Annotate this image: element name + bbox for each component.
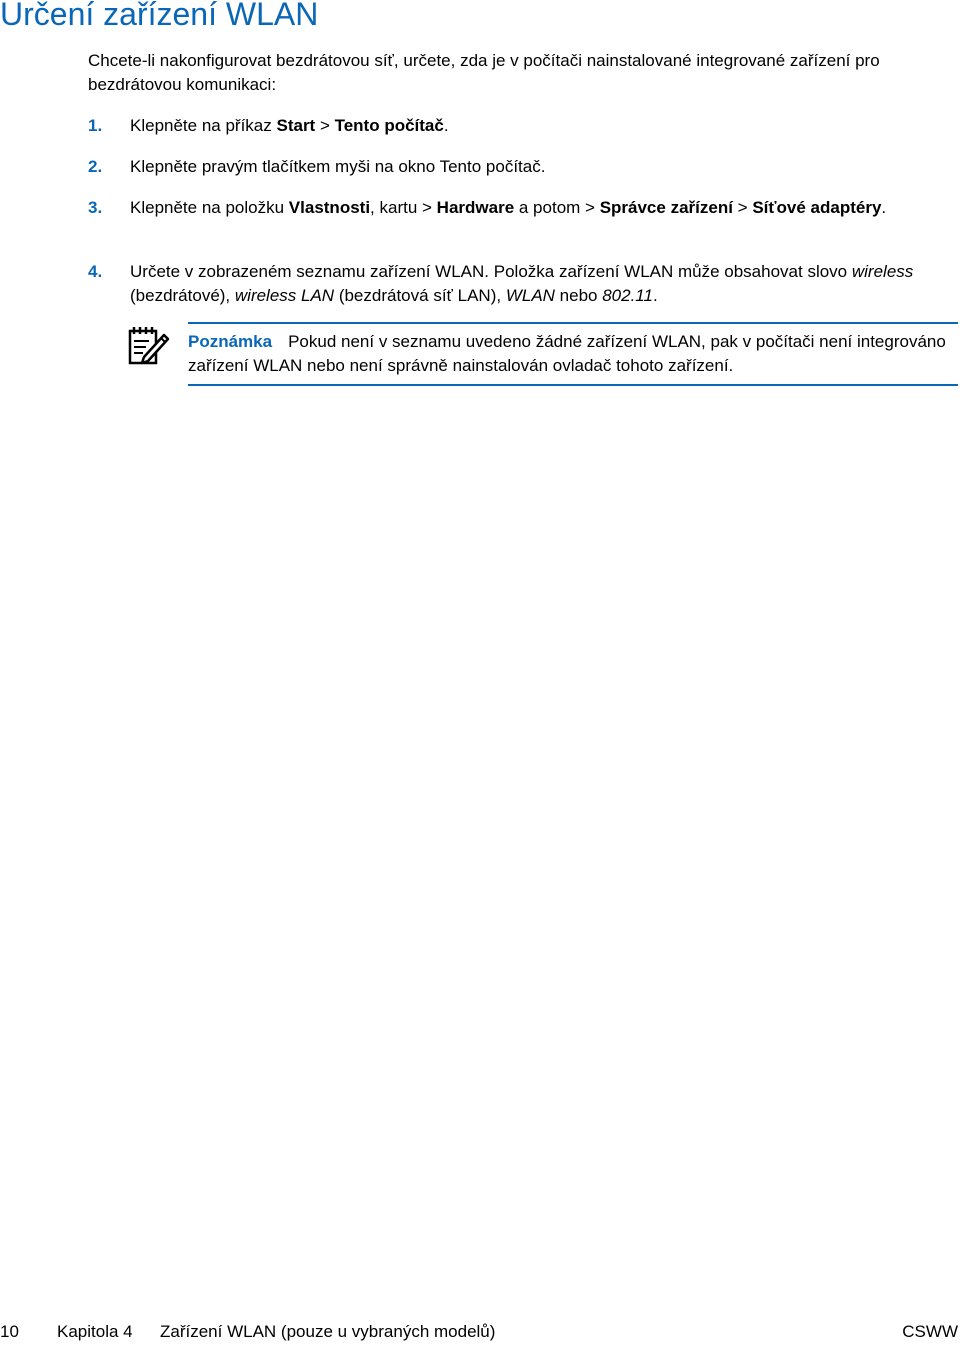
step-3 [88, 196, 958, 220]
document-code: CSWW [902, 1322, 958, 1341]
step-2 [88, 155, 958, 179]
note-label: Poznámka [188, 332, 273, 351]
step-text: Klepněte na položku Vlastnosti, kartu > Hardware a potom > Správce zařízení > Síťové adaptéry. [130, 198, 887, 217]
step-number: 2. [88, 157, 103, 176]
step-number: 1. [88, 116, 103, 135]
chapter-label: Kapitola 4 [57, 1322, 133, 1341]
page-title: Určení zařízení WLAN [0, 0, 319, 32]
step-4 [88, 260, 958, 308]
step-text: Klepněte pravým tlačítkem myši na okno Tento počítač. [130, 157, 546, 176]
step-text: Klepněte na příkaz Start > Tento počítač. [130, 116, 449, 135]
note-text: Pokud není v seznamu uvedeno žádné zařízení WLAN, pak v počítači není integrováno zařízení WLAN nebo není správně nainstalován ovladač tohoto zařízení. [188, 332, 946, 375]
step-number: 4. [88, 262, 103, 281]
note-pencil-icon [128, 325, 170, 367]
chapter-title: Zařízení WLAN (pouze u vybraných modelů) [160, 1322, 496, 1341]
step-text: Určete v zobrazeném seznamu zařízení WLAN. Položka zařízení WLAN může obsahovat slovo wireless (bezdrátové), wireless LAN (bezdrátová síť LAN), WLAN nebo 802.11. [130, 262, 914, 305]
step-number: 3. [88, 198, 103, 217]
intro-paragraph: Chcete-li nakonfigurovat bezdrátovou síť, určete, zda je v počítači nainstalované integrované zařízení pro bezdrátovou komunikaci: [88, 51, 880, 94]
note-box [188, 322, 958, 386]
page-number: 10 [0, 1322, 19, 1341]
step-1 [88, 114, 958, 138]
